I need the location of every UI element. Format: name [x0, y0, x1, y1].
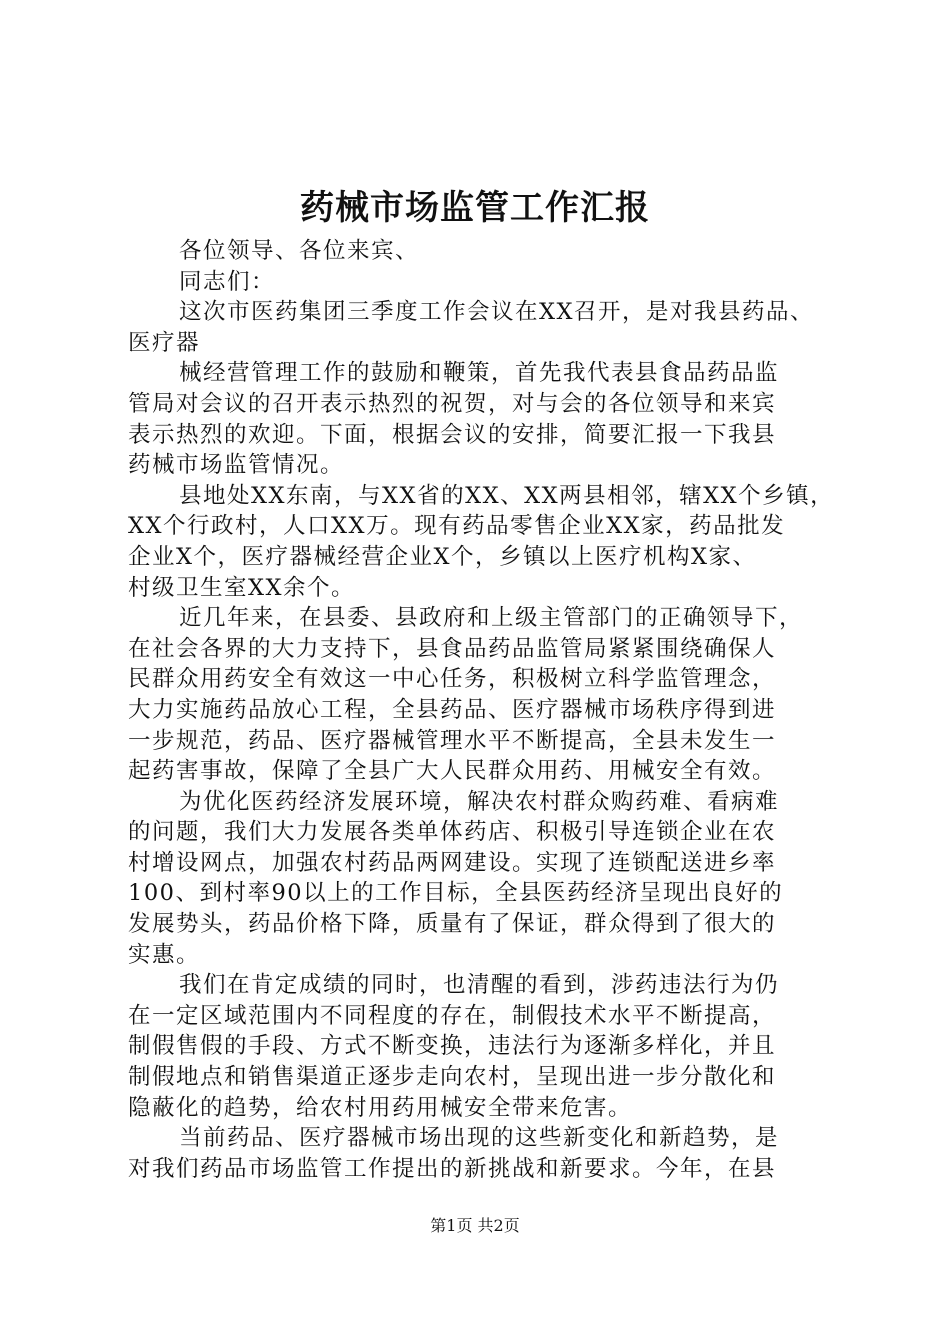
paragraph-line: 制假售假的手段、方式不断变换，违法行为逐渐多样化，并且	[128, 1033, 777, 1060]
paragraph-line: 医疗器	[128, 329, 201, 356]
paragraph-line: 隐蔽化的趋势，给农村用药用械安全带来危害。	[128, 1094, 633, 1121]
paragraph-line: 制假地点和销售渠道正逐步走向农村，呈现出进一步分散化和	[128, 1064, 777, 1091]
paragraph-line: 县地处XX东南，与XX省的XX、XX两县相邻，辖XX个乡镇，	[179, 482, 835, 509]
paragraph-line: 我们在肯定成绩的同时，也清醒的看到，涉药违法行为仍	[179, 972, 780, 999]
paragraph-line: 大力实施药品放心工程，全县药品、医疗器械市场秩序得到进	[128, 696, 777, 723]
paragraph-line: 表示热烈的欢迎。下面，根据会议的安排，简要汇报一下我县	[128, 421, 777, 448]
paragraph-line: 企业X个，医疗器械经营企业X个，乡镇以上医疗机构X家、	[128, 543, 757, 570]
paragraph-line: 当前药品、医疗器械市场出现的这些新变化和新趋势，是	[179, 1125, 780, 1152]
salutation-line: 同志们：	[179, 268, 276, 295]
paragraph-line: 械经营管理工作的鼓励和鞭策，首先我代表县食品药品监	[179, 360, 780, 387]
page-number-footer: 第1页 共2页	[430, 1216, 520, 1235]
paragraph-line: 药械市场监管情况。	[128, 452, 345, 479]
paragraph-line: 为优化医药经济发展环境，解决农村群众购药难、看病难	[179, 788, 780, 815]
salutation-line: 各位领导、各位来宾、	[179, 238, 420, 264]
document-body	[128, 236, 836, 1184]
paragraph-line: 管局对会议的召开表示热烈的祝贺，对与会的各位领导和来宾	[128, 390, 777, 417]
paragraph-line: 的问题，我们大力发展各类单体药店、积极引导连锁企业在农	[128, 819, 777, 846]
paragraph-line: 在社会各界的大力支持下，县食品药品监管局紧紧围绕确保人	[128, 635, 777, 662]
paragraph-line: 对我们药品市场监管工作提出的新挑战和新要求。今年，在县	[128, 1155, 777, 1182]
paragraph-line: 起药害事故，保障了全县广大人民群众用药、用械安全有效。	[128, 758, 777, 785]
paragraph-line: 在一定区域范围内不同程度的存在，制假技术水平不断提高，	[128, 1002, 777, 1029]
paragraph-line: 民群众用药安全有效这一中心任务，积极树立科学监管理念，	[128, 666, 777, 693]
paragraph-line: 村增设网点，加强农村药品两网建设。实现了连锁配送进乡率	[128, 849, 777, 876]
paragraph-line: 实惠。	[128, 941, 201, 968]
paragraph-line: 这次市医药集团三季度工作会议在XX召开，是对我县药品、	[179, 299, 815, 326]
paragraph-line: XX个行政村，人口XX万。现有药品零售企业XX家，药品批发	[128, 513, 786, 540]
document-title: 药械市场监管工作汇报	[300, 188, 650, 228]
paragraph-line: 村级卫生室XX余个。	[128, 574, 356, 601]
paragraph-line: 一步规范，药品、医疗器械管理水平不断提高，全县未发生一	[128, 727, 777, 754]
paragraph-line: 近几年来，在县委、县政府和上级主管部门的正确领导下，	[179, 605, 804, 632]
paragraph-line: 发展势头，药品价格下降，质量有了保证，群众得到了很大的	[128, 911, 777, 938]
paragraph-line: 100、到村率90以上的工作目标，全县医药经济呈现出良好的	[128, 880, 784, 907]
